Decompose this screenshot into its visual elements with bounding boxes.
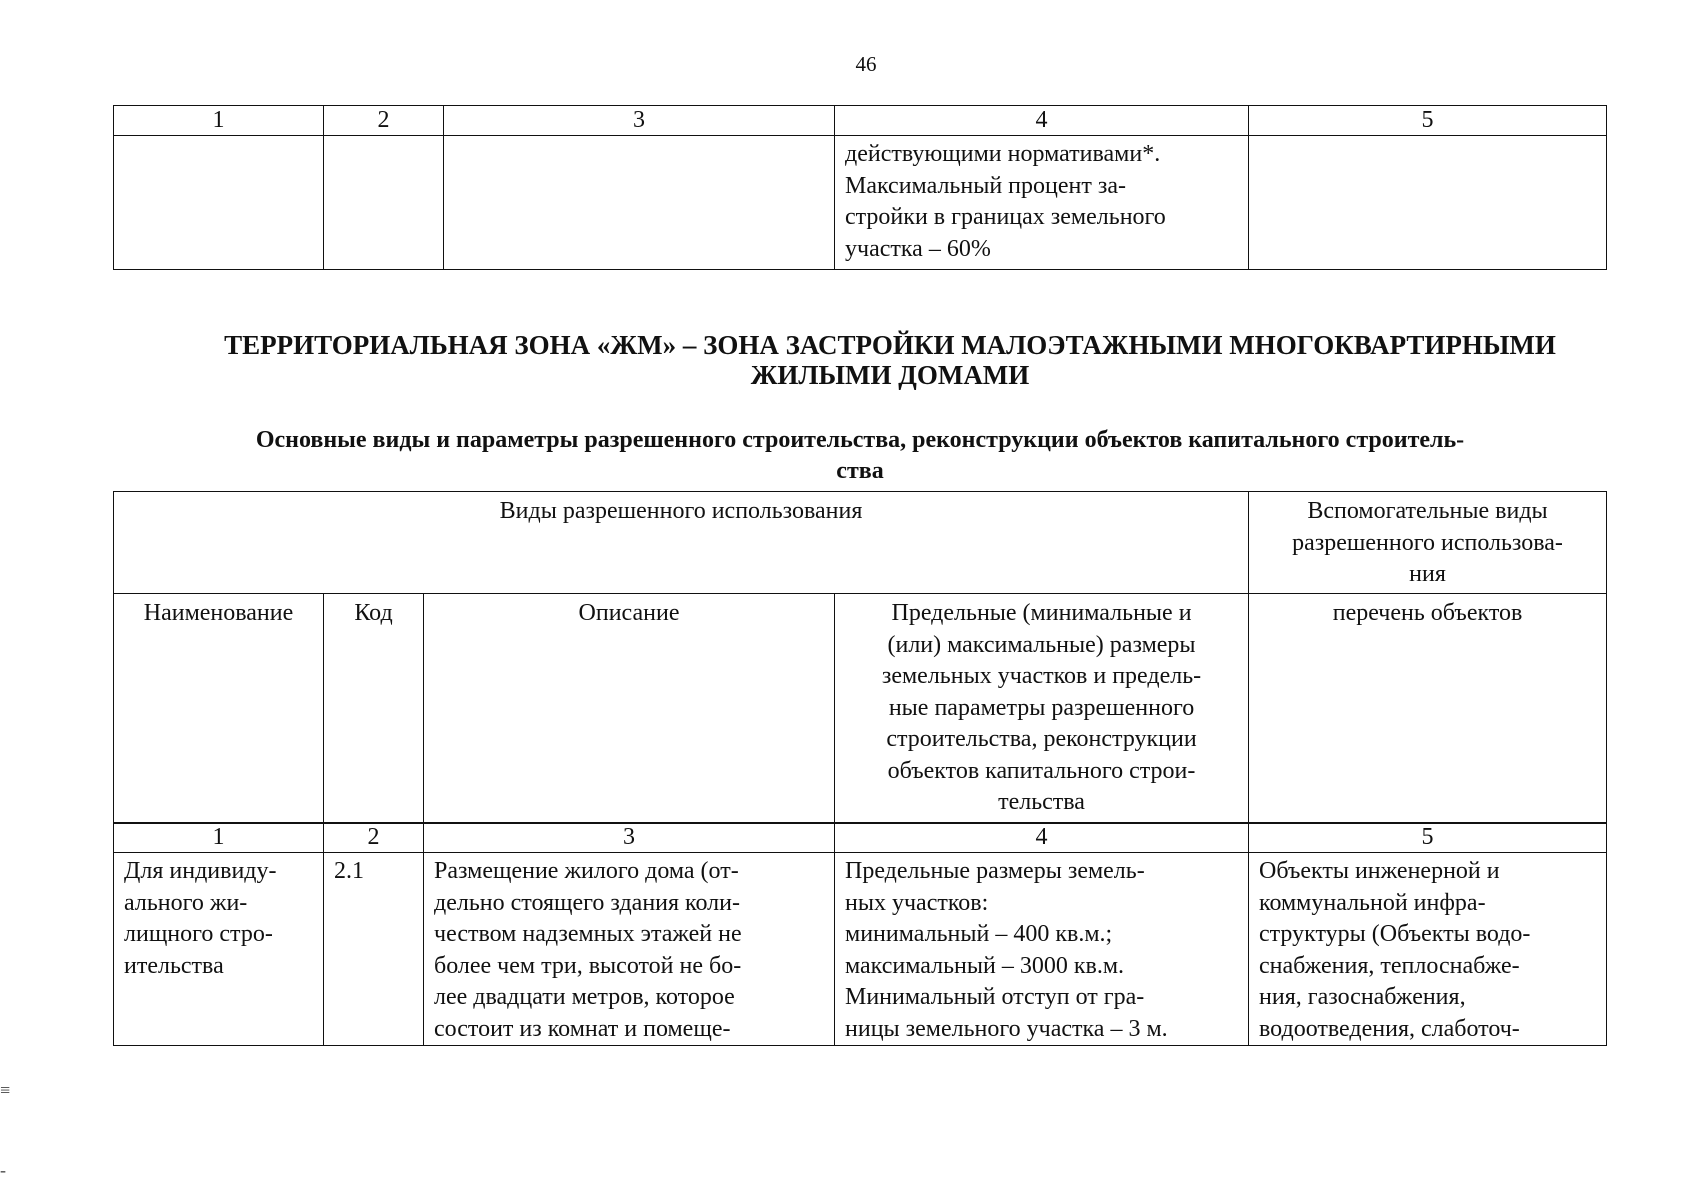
column-number: 4 <box>835 106 1249 136</box>
description-cell <box>424 853 835 1046</box>
header-line: строительства, реконструкции <box>886 726 1197 752</box>
group-header-row <box>114 492 1607 594</box>
cell-line: коммунальной инфра- <box>1259 889 1486 916</box>
column-header-row <box>114 594 1607 824</box>
cell-line: ального жи- <box>124 889 248 916</box>
header-line: тельства <box>998 789 1085 815</box>
code-cell: 2.1 <box>324 853 424 1046</box>
table-row <box>114 853 1607 1046</box>
cell-line: максимальный – 3000 кв.м. <box>845 952 1125 979</box>
column-number: 4 <box>835 823 1249 853</box>
zone-title-line: ТЕРРИТОРИАЛЬНАЯ ЗОНА «ЖМ» – ЗОНА ЗАСТРОЙКИ МАЛОЭТАЖНЫМИ МНОГОКВАРТИРНЫМИ <box>224 330 1556 360</box>
cell-line: ных участков: <box>845 889 989 916</box>
cell-line: Предельные размеры земель- <box>845 858 1145 884</box>
scan-mark: - <box>0 1160 6 1180</box>
cell-line: стройки в границах земельного <box>845 204 1166 230</box>
limits-header <box>835 594 1249 824</box>
cell-line: ницы земельного участка – 3 м. <box>845 1015 1168 1042</box>
column-number: 1 <box>114 823 324 853</box>
description-header: Описание <box>424 594 835 824</box>
table-cell <box>1249 136 1607 270</box>
table-row <box>114 136 1607 270</box>
limits-cell <box>835 136 1249 270</box>
name-header: Наименование <box>114 594 324 824</box>
column-number: 3 <box>424 823 835 853</box>
name-cell <box>114 853 324 1046</box>
cell-line: структуры (Объекты водо- <box>1259 921 1531 947</box>
cell-line: Объекты инженерной и <box>1259 858 1500 884</box>
header-line: Предельные (минимальные и <box>891 600 1192 626</box>
column-number-row <box>114 823 1607 853</box>
cell-line: Для индивиду- <box>124 858 277 884</box>
objects-header: перечень объектов <box>1249 594 1607 824</box>
column-number: 1 <box>114 106 324 136</box>
header-line: земельных участков и предель- <box>881 663 1202 689</box>
subtitle-line: ства <box>836 458 884 484</box>
zone-title-line: ЖИЛЫМИ ДОМАМИ <box>750 360 1030 390</box>
section-subtitle <box>110 425 1610 487</box>
cell-line: более чем три, высотой не бо- <box>434 952 742 979</box>
subtitle-line: Основные виды и параметры разрешенного строительства, реконструкции объектов капитального строитель- <box>255 427 1465 453</box>
header-line: объектов капитального строи- <box>887 757 1196 784</box>
header-line: ные параметры разрешенного <box>888 694 1195 721</box>
uses-header-table <box>113 491 1607 824</box>
cell-line: участка – 60% <box>845 235 991 262</box>
limits-cell <box>835 853 1249 1046</box>
continuation-table <box>113 105 1607 270</box>
header-line: (или) максимальные) размеры <box>887 631 1196 658</box>
header-line: ния <box>1409 561 1446 587</box>
cell-line: ния, газоснабжения, <box>1259 984 1466 1010</box>
zone-title <box>150 330 1630 390</box>
cell-line: минимальный – 400 кв.м.; <box>845 921 1113 947</box>
cell-line: Размещение жилого дома (от- <box>434 858 739 884</box>
objects-cell <box>1249 853 1607 1046</box>
cell-line: ительства <box>124 952 224 979</box>
column-number: 5 <box>1249 106 1607 136</box>
table-cell <box>114 136 324 270</box>
header-line: разрешенного использова- <box>1292 529 1563 556</box>
code-header: Код <box>324 594 424 824</box>
cell-line: снабжения, теплоснабже- <box>1259 952 1520 979</box>
cell-line: действующими нормативами*. <box>845 141 1161 167</box>
column-number: 2 <box>324 823 424 853</box>
scan-mark: ≡ <box>0 1080 11 1100</box>
cell-line: лищного стро- <box>124 921 273 947</box>
cell-line: лее двадцати метров, которое <box>434 984 735 1010</box>
table-cell <box>444 136 835 270</box>
column-number: 2 <box>324 106 444 136</box>
table-cell <box>324 136 444 270</box>
page-number: 46 <box>855 52 877 76</box>
aux-header <box>1249 492 1607 594</box>
uses-data-table <box>113 822 1607 1046</box>
cell-line: водоотведения, слаботоч- <box>1259 1015 1520 1042</box>
group-header: Виды разрешенного использования <box>114 492 1249 594</box>
column-number: 5 <box>1249 823 1607 853</box>
cell-line: Максимальный процент за- <box>845 172 1126 199</box>
cell-line: дельно стоящего здания коли- <box>434 889 740 916</box>
cell-line: чеством надземных этажей не <box>434 921 742 947</box>
cell-line: Минимальный отступ от гра- <box>845 984 1145 1010</box>
column-number: 3 <box>444 106 835 136</box>
column-number-row <box>114 106 1607 136</box>
cell-line: состоит из комнат и помеще- <box>434 1015 731 1042</box>
header-line: Вспомогательные виды <box>1307 498 1548 524</box>
